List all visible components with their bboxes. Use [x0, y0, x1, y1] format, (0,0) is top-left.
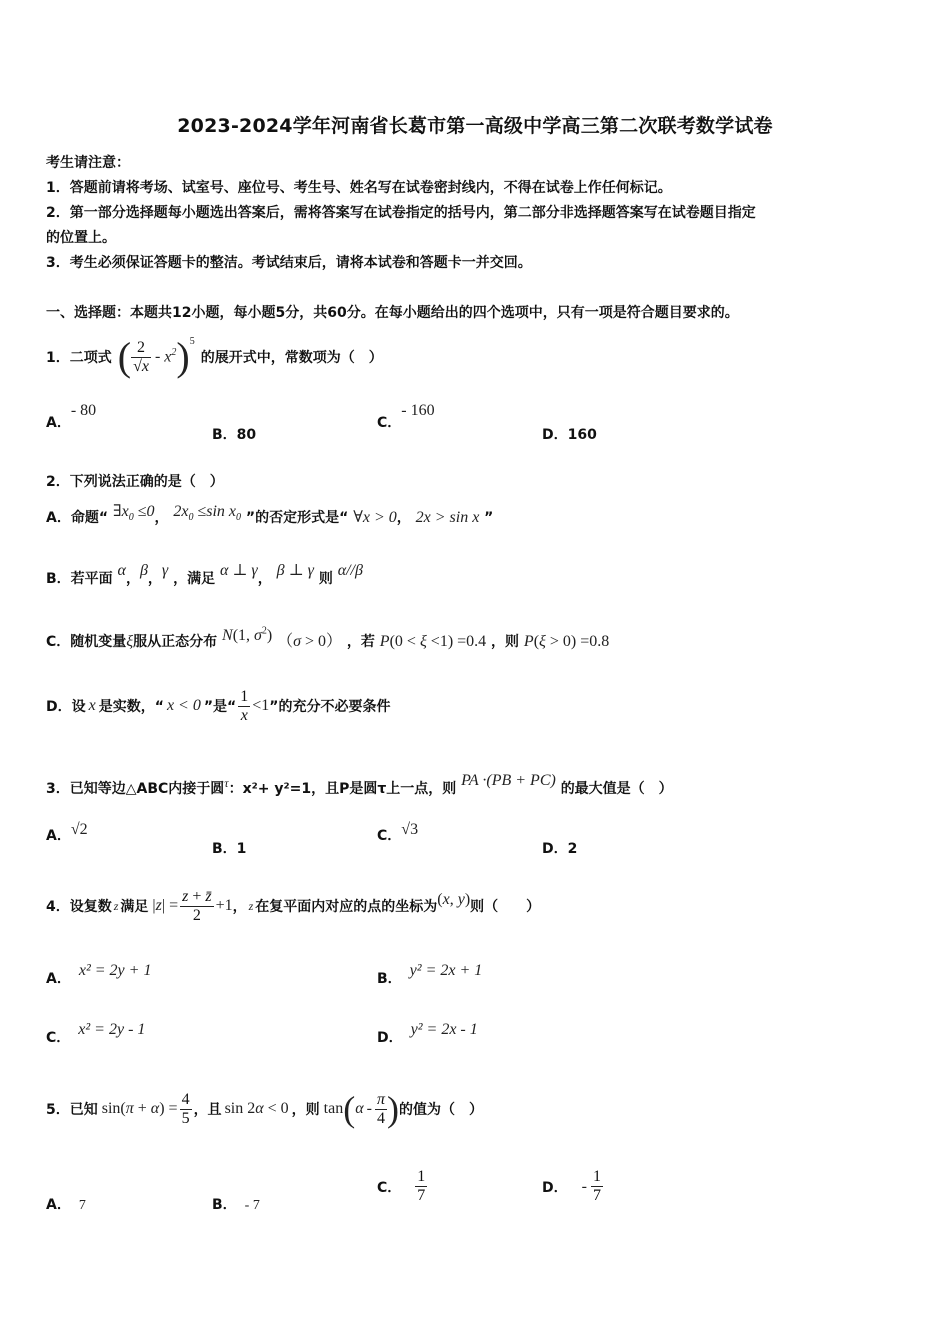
q5-option-c[interactable]: C． $\frac{1}{7}$: [377, 1168, 426, 1204]
page-title: 2023-2024学年河南省长葛市第一高级中学高三第二次联考数学试卷: [177, 115, 773, 137]
q4-option-d[interactable]: D． y² = 2x - 1: [377, 1021, 478, 1046]
note-item: 3．考生必须保证答题卡的整洁。考试结束后，请将本试卷和答题卡一并交回。: [46, 255, 532, 271]
q2-option-c[interactable]: C．随机变量ξ服从正态分布 N(1, $\sigma^2$) （σ > 0） ，若 P(0 < ξ <1) =0.4 ，则 P(ξ > 0) =0.8: [46, 625, 610, 650]
q1-option-d[interactable]: D．160: [542, 427, 597, 443]
q3-option-d[interactable]: D．2: [542, 841, 578, 857]
q1-option-a[interactable]: A．- 80: [46, 402, 97, 431]
note-item: 2．第一部分选择题每小题选出答案后，需将答案写在试卷指定的括号内，第二部分非选择题答案写在试卷题目指定: [46, 205, 756, 221]
fraction-one-seventh: $\frac{1}{7}$: [417, 1168, 426, 1204]
q1-formula: ( $\frac{2}{√x}$ - $x^2$ ) $^5$: [117, 334, 195, 379]
q3-option-c[interactable]: C．√3: [377, 821, 419, 844]
question-1: [46, 332, 383, 382]
section-heading: 一、选择题：本题共12小题，每小题5分，共60分。在每小题给出的四个选项中，只有一项是符合题目要求的。: [46, 305, 739, 321]
q1-text: 的展开式中，常数项为（ ）: [200, 350, 383, 366]
question-2: 2．下列说法正确的是（ ）: [46, 474, 224, 490]
note-item: 的位置上。: [46, 230, 116, 246]
notes-heading: 考生请注意：: [46, 155, 130, 171]
note-item: 1．答题前请将考场、试室号、座位号、考生号、姓名写在试卷密封线内，不得在试卷上作任何标记。: [46, 180, 672, 196]
q5-option-b[interactable]: B． - 7: [212, 1197, 260, 1213]
q5-option-d[interactable]: D． - $\frac{1}{7}$: [542, 1168, 601, 1204]
q2-option-a[interactable]: A．命题“ $\exists x_0 \le 0$， $2x_0 \le\sin$ $x_0$ ”的否定形式是“ ∀x > 0， 2x > sin x ”: [46, 503, 494, 526]
q3-option-a[interactable]: A．√2: [46, 821, 88, 844]
q2-option-b[interactable]: B．若平面 α，β，γ ，满足 α ⊥ γ， β ⊥ γ 则 α//β: [46, 562, 363, 587]
q1-option-b[interactable]: B．80: [212, 427, 257, 443]
q4-option-b[interactable]: B． y² = 2x + 1: [377, 962, 483, 987]
q1-option-c[interactable]: C．- 160: [377, 402, 435, 431]
q4-option-a[interactable]: A． x² = 2y + 1: [46, 962, 152, 987]
question-3: 3．已知等边△ABC内接于圆τ：x²+ y²=1，且P是圆τ上一点，则 PA ·(PB + PC) 的最大值是（ ）: [46, 772, 673, 797]
q5-option-a[interactable]: A． 7: [46, 1197, 86, 1213]
q3-option-b[interactable]: B．1: [212, 841, 247, 857]
fraction-one-seventh: $\frac{1}{7}$: [592, 1168, 601, 1204]
question-5: 5．已知 sin(π + α) = $\frac{4}{5}$ ，且 sin 2α < 0 ，则 tan ( α - $\frac{\pi}{4}$ ) 的值为（ ）: [46, 1089, 483, 1129]
q1-text: 1．二项式: [46, 350, 112, 366]
question-4: 4．设复数 z 满足 |z| = $\frac{z + z̄}{2}$ +1 ， z 在复平面内对应的点的坐标为 (x, y) 则（ ）: [46, 887, 541, 924]
q4-option-c[interactable]: C． x² = 2y - 1: [46, 1021, 146, 1046]
q2-option-d[interactable]: D．设 x 是实数，“ x < 0 ”是“ $\frac{1}{x}$ <1 ”的充分不必要条件: [46, 687, 391, 724]
